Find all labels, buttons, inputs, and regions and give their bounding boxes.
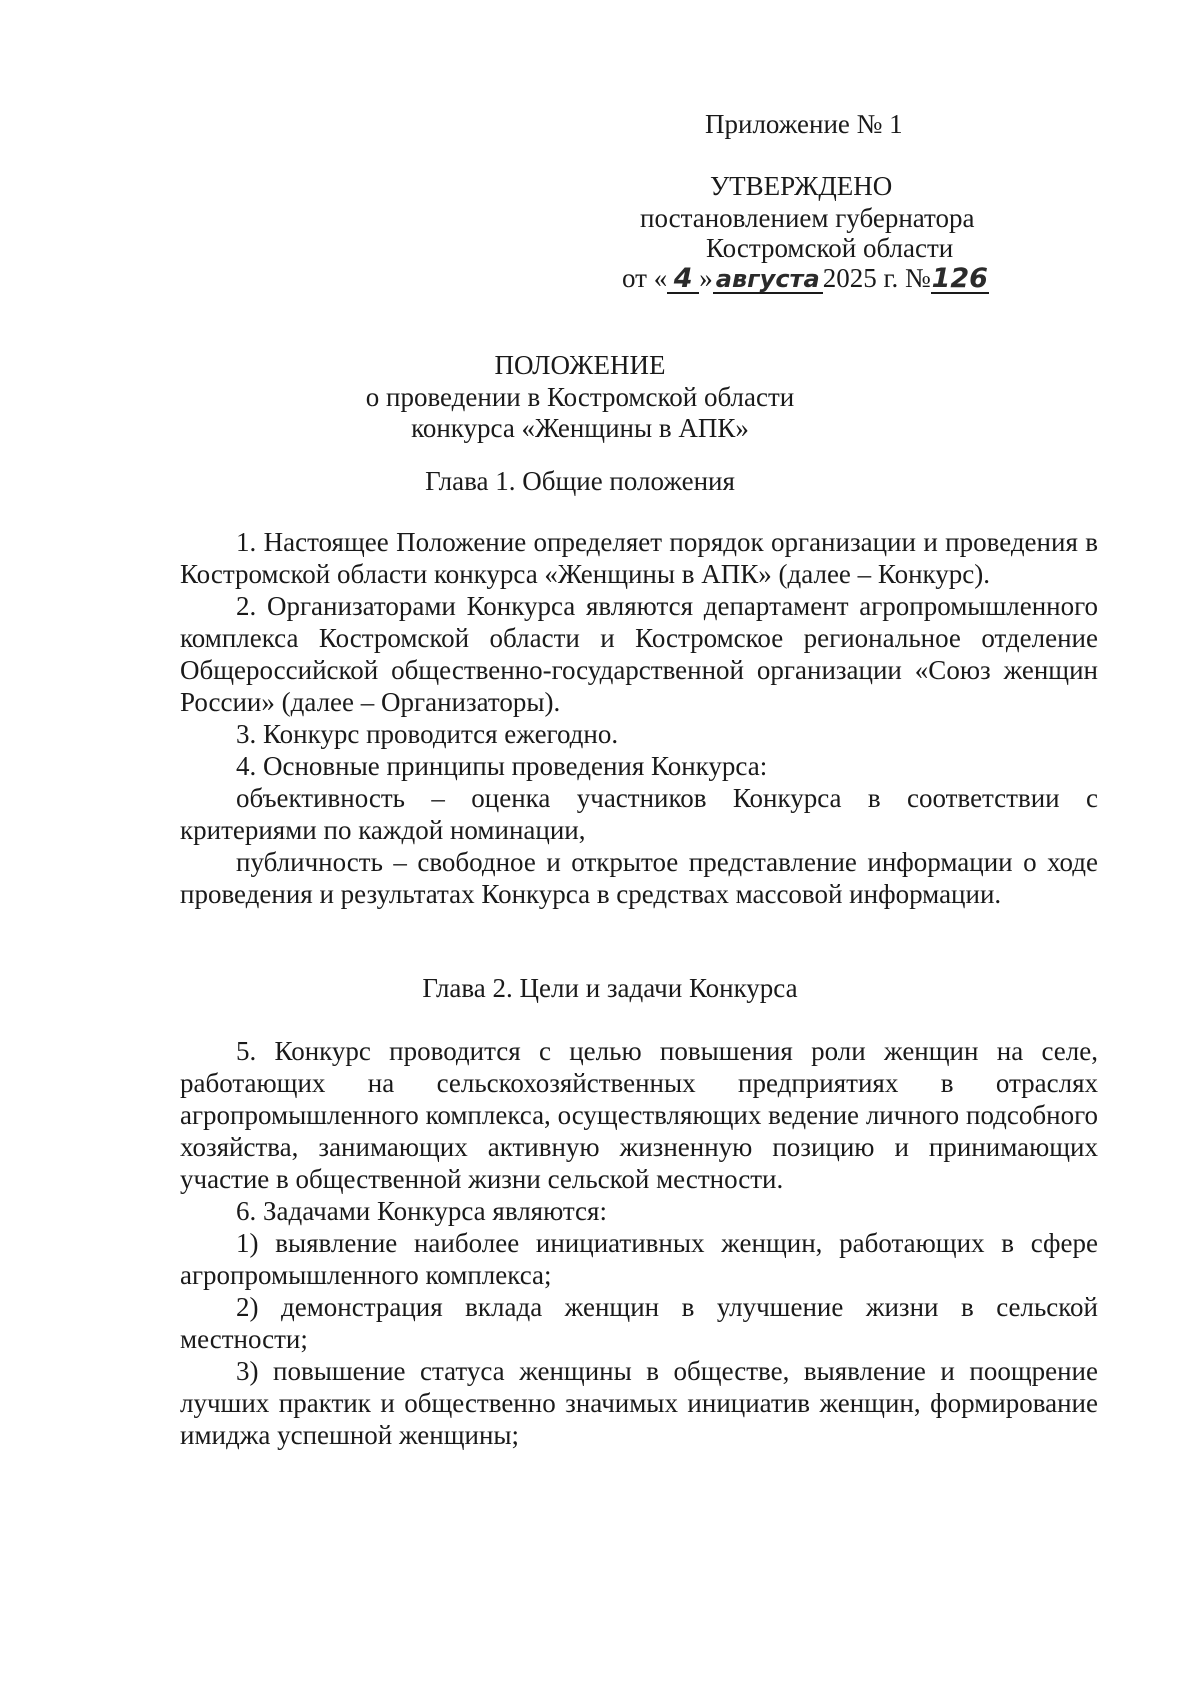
approved-line-2: Костромской области xyxy=(706,233,954,263)
approved-title: УТВЕРЖДЕНО xyxy=(710,171,893,201)
task-1: 1) выявление наиболее инициативных женщин, работающих в сфере агропромышленного комплекса; xyxy=(180,1228,1098,1290)
approved-date-line xyxy=(622,262,989,294)
paragraph-3: 3. Конкурс проводится ежегодно. xyxy=(236,719,619,749)
date-mid: » xyxy=(699,263,713,293)
chapter-2-body xyxy=(180,1035,1098,1451)
paragraph-6: 6. Задачами Конкурса являются: xyxy=(236,1196,607,1226)
document-subtitle-1: о проведении в Костромской области xyxy=(365,382,795,412)
date-prefix: от « xyxy=(622,263,668,293)
handwritten-number: 126 xyxy=(931,263,988,294)
paragraph-principle-objectivity: объективность – оценка участников Конкурса в соответствии с критериями по каждой номинации, xyxy=(180,783,1098,845)
document-title: ПОЛОЖЕНИЕ xyxy=(494,350,666,380)
date-year: 2025 г. № xyxy=(822,263,931,293)
appendix-label: Приложение № 1 xyxy=(705,109,903,139)
chapter-1-heading: Глава 1. Общие положения xyxy=(425,466,735,496)
task-2: 2) демонстрация вклада женщин в улучшение жизни в сельской местности; xyxy=(180,1292,1098,1354)
paragraph-1: 1. Настоящее Положение определяет порядок организации и проведения в Костромской области конкурса «Женщины в АПК» (далее – Конкурс). xyxy=(180,527,1098,589)
task-3: 3) повышение статуса женщины в обществе, выявление и поощрение лучших практик и общественно значимых инициатив женщин, формирование имиджа успешной женщины; xyxy=(180,1356,1098,1450)
paragraph-principle-publicity: публичность – свободное и открытое представление информации о ходе проведения и результатах Конкурса в средствах массовой информации. xyxy=(180,847,1098,909)
document-subtitle-2: конкурса «Женщины в АПК» xyxy=(411,413,749,443)
handwritten-day: 4 xyxy=(667,266,699,294)
chapter-2-heading: Глава 2. Цели и задачи Конкурса xyxy=(422,973,798,1003)
paragraph-5: 5. Конкурс проводится с целью повышения роли женщин на селе, работающих на сельскохозяйственных предприятиях в отраслях агропромышленного комплекса, осуществляющих ведение личного подсобного хозяйства, занимающих активную жизненную позицию и принимающих участие в общественной жизни сельской местности. xyxy=(180,1036,1098,1194)
approved-line-1: постановлением губернатора xyxy=(640,203,975,233)
chapter-1-body xyxy=(180,526,1098,910)
paragraph-4: 4. Основные принципы проведения Конкурса: xyxy=(236,751,768,781)
handwritten-month: августа xyxy=(713,266,823,294)
paragraph-2: 2. Организаторами Конкурса являются департамент агропромышленного комплекса Костромской области и Костромское региональное отделение Общероссийской общественно-государственной организации «Союз женщин России» (далее – Организаторы). xyxy=(180,591,1098,717)
